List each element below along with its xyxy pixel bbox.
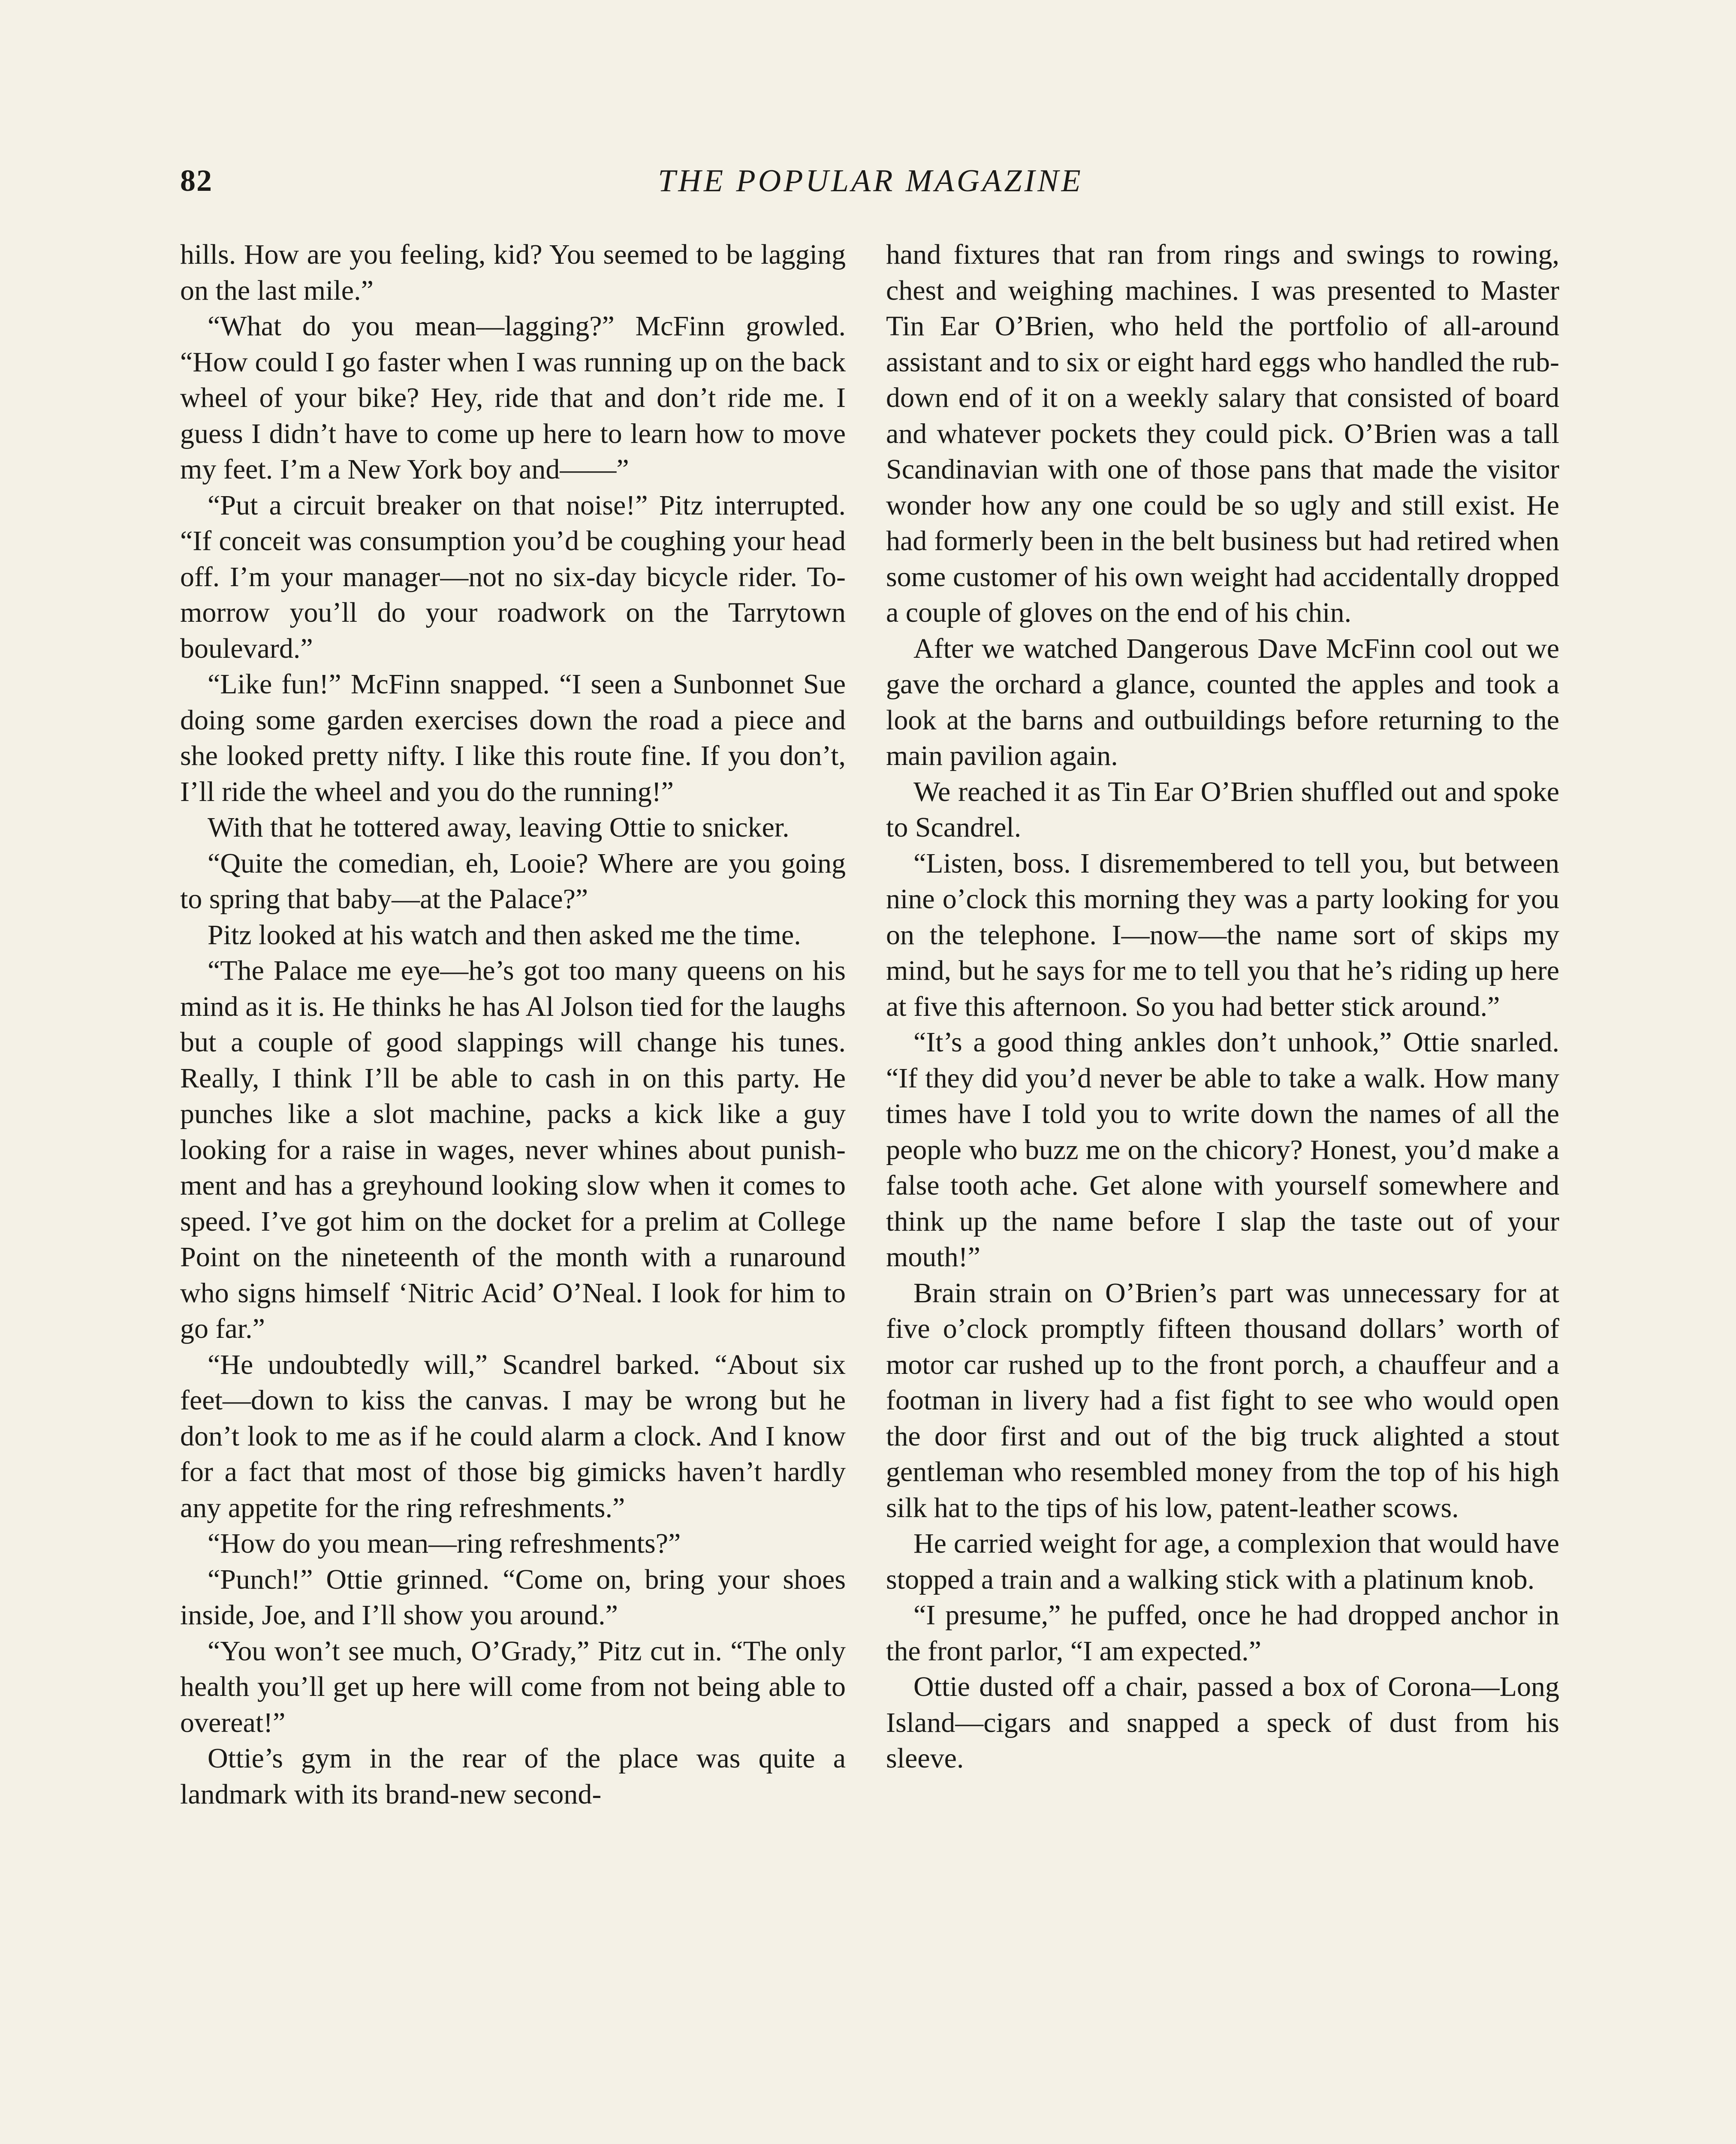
paragraph: Ottie’s gym in the rear of the place was quite a landmark with its brand-new second- — [180, 1743, 846, 1810]
paragraph: “Quite the comedian, eh, Looie? Where are you going to spring that baby—at the Palace?” — [180, 847, 846, 915]
paragraph: With that he tottered away, leaving Ottie to snicker. — [208, 812, 790, 843]
paragraph: “Punch!” Ottie grinned. “Come on, bring your shoes inside, Joe, and I’ll show you around.” — [180, 1563, 846, 1631]
paragraph: “The Palace me eye—he’s got too many queens on his mind as it is. He thinks he has Al Jolson tied for the laughs but a couple of good slappings will change his tunes. Really, I think I’ll be able to cash in on this party. He punches like a slot machine, packs a kick like a guy looking for a raise in wages, never whines about punishment and has a greyhound looking slow when it comes to speed. I’ve got him on the docket for a prelim at College Point on the nineteenth of the month with a runaround who signs himself ‘Nitric Acid’ O’Neal. I look for him to go far.” — [180, 955, 846, 1344]
paragraph: “Like fun!” McFinn snapped. “I seen a Sunbonnet Sue doing some garden exercises down the road a piece and she looked pretty nifty. I like this route fine. If you don’t, I’ll ride the wheel and you do the running!” — [180, 668, 846, 807]
paragraph: We reached it as Tin Ear O’Brien shuffled out and spoke to Scandrel. — [886, 776, 1559, 843]
page-header — [180, 163, 1561, 214]
paragraph: He carried weight for age, a complexion that would have stopped a train and a walking stick with a platinum knob. — [886, 1528, 1559, 1595]
right-column — [886, 237, 1559, 2144]
paragraph: “He undoubtedly will,” Scandrel barked. “About six feet—down to kiss the canvas. I may be wrong but he don’t look to me as if he could alarm a clock. And I know for a fact that most of those big gimicks haven’t hardly any appetite for the ring refreshments.” — [180, 1349, 846, 1524]
paragraph: “Listen, boss. I disremembered to tell you, but between nine o’clock this morning they was a party looking for you on the telephone. I—now—the name sort of skips my mind, but he says for me to tell you that he’s riding up here at five this afternoon. So you had better stick around.” — [886, 847, 1559, 1022]
paragraph: Pitz looked at his watch and then asked me the time. — [208, 919, 801, 951]
paragraph: “It’s a good thing ankles don’t unhook,” Ottie snarled. “If they did you’d never be able to take a walk. How many times have I told you to write down the names of all the people who buzz me on the chicory? Honest, you’d make a false tooth ache. Get alone with yourself somewhere and think up the name before I slap the taste out of your mouth!” — [886, 1027, 1559, 1273]
left-column — [180, 237, 846, 2144]
paragraph: “I presume,” he puffed, once he had dropped anchor in the front parlor, “I am expected.” — [886, 1599, 1559, 1667]
paragraph: hills. How are you feeling, kid? You seemed to be lagging on the last mile.” — [180, 239, 846, 306]
paragraph: After we watched Dangerous Dave McFinn cool out we gave the orchard a glance, counted the apples and took a look at the barns and outbuildings before returning to the main pavilion again. — [886, 632, 1559, 771]
running-head: THE POPULAR MAGAZINE — [658, 163, 1083, 199]
paragraph: hand fixtures that ran from rings and swings to rowing, chest and weighing machines. I was presented to Master Tin Ear O’Brien, who held the portfolio of all-around assistant and to six or eight hard eggs who handled the rub-down end of it on a weekly salary that consisted of board and whatever pockets they could pick. O’Brien was a tall Scandinavian with one of those pans that made the visitor wonder how any one could be so ugly and still exist. He had formerly been in the belt business but had retired when some customer of his own weight had accidentally dropped a couple of gloves on the end of his chin. — [886, 239, 1559, 628]
paragraph: Ottie dusted off a chair, passed a box of Corona—Long Island—cigars and snapped a speck of dust from his sleeve. — [886, 1671, 1559, 1774]
page-number: 82 — [180, 163, 213, 198]
paragraph: “Put a circuit breaker on that noise!” Pitz interrupted. “If conceit was consumption you’d be coughing your head off. I’m your manager—not no six-day bicycle rider. To-morrow you’ll do your roadwork on the Tarrytown boulevard.” — [180, 489, 846, 664]
paragraph: “What do you mean—lagging?” McFinn growled. “How could I go faster when I was running up on the back wheel of your bike? Hey, ride that and don’t ride me. I guess I didn’t have to come up here to learn how to move my feet. I’m a New York boy and——” — [180, 310, 846, 485]
paragraph: “How do you mean—ring refreshments?” — [208, 1528, 681, 1559]
paragraph: Brain strain on O’Brien’s part was unnecessary for at five o’clock promptly fifteen thousand dollars’ worth of motor car rushed up to the front porch, a chauffeur and a footman in livery had a fist fight to see who would open the door first and out of the big truck alighted a stout gentleman who resembled money from the top of his high silk hat to the tips of his low, patent-leather scows. — [886, 1277, 1559, 1524]
paragraph: “You won’t see much, O’Grady,” Pitz cut in. “The only health you’ll get up here will come from not being able to overeat!” — [180, 1635, 846, 1738]
